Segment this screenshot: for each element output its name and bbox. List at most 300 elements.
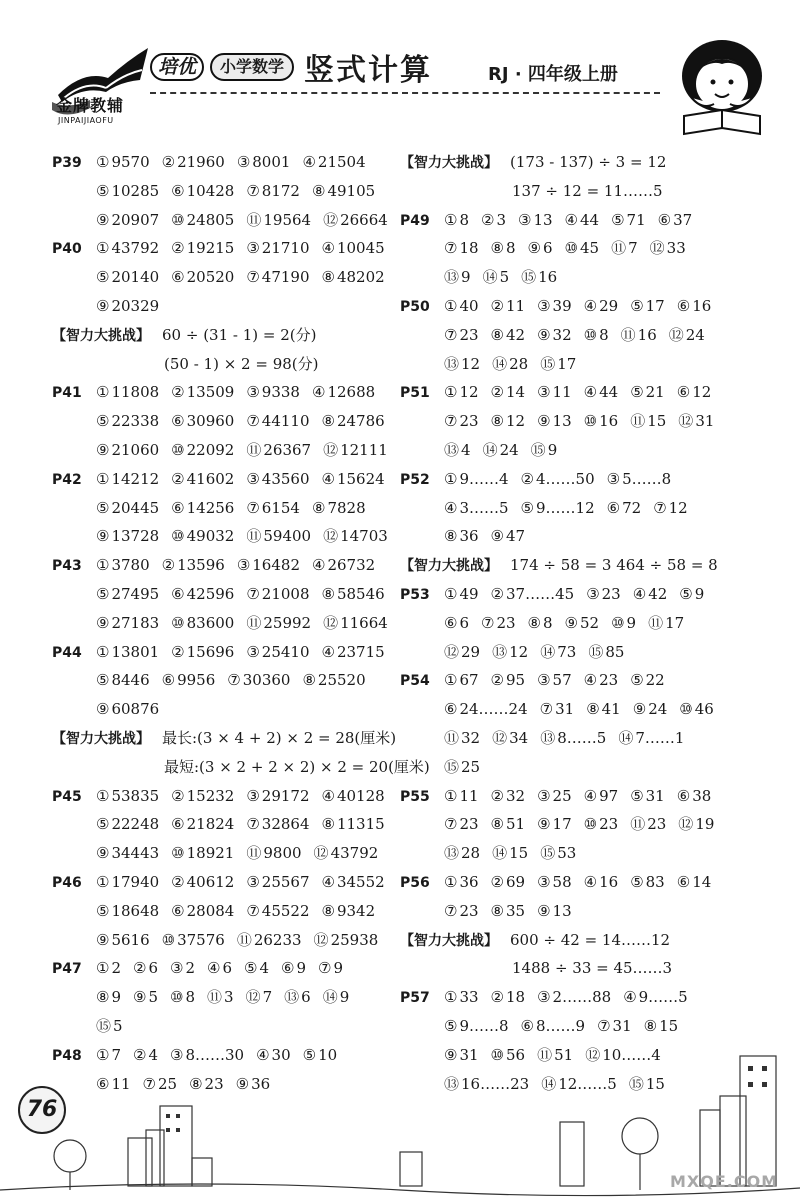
answer-value: 58546 — [336, 584, 385, 603]
header-divider — [150, 92, 660, 94]
answer-item — [171, 239, 234, 257]
answer-item — [444, 1017, 509, 1035]
question-number: ⑥ — [171, 412, 185, 431]
answer-value: 2 — [111, 959, 121, 978]
answer-value: 17 — [557, 354, 577, 373]
answer-line — [400, 350, 780, 379]
question-number: ⑧ — [311, 498, 326, 517]
answer-item — [621, 326, 657, 344]
answer-value: 13801 — [111, 642, 160, 661]
answer-value: 9……8 — [459, 1016, 509, 1035]
grade-label: RJ · 四年级上册 — [488, 64, 618, 85]
page-label: P49 — [400, 212, 430, 229]
question-number: ⑧ — [586, 700, 600, 719]
question-number: ② — [133, 1045, 147, 1064]
answer-item — [677, 383, 712, 401]
question-number: ① — [96, 153, 110, 171]
question-number: ⑦ — [142, 1074, 156, 1093]
answer-item — [96, 671, 150, 689]
answer-value: 6 — [301, 988, 311, 1007]
answer-value: 45 — [580, 239, 600, 258]
answer-value: 31 — [459, 1045, 479, 1064]
answer-value: 6 — [148, 959, 158, 978]
answer-line — [52, 1012, 397, 1041]
answer-item — [246, 585, 309, 603]
question-number: ⑧ — [444, 527, 458, 546]
question-number: ⑤ — [444, 1016, 458, 1035]
answer-value: 44110 — [261, 412, 310, 431]
question-number: ① — [96, 383, 110, 402]
answer-item — [322, 412, 385, 430]
answer-value: 3 — [496, 210, 506, 229]
question-number: ⑪ — [630, 412, 646, 431]
question-number: ⑨ — [133, 988, 147, 1007]
question-number: ⑤ — [630, 296, 644, 315]
answer-value: 47 — [506, 527, 526, 546]
answer-value: 42 — [506, 325, 526, 344]
question-number: ② — [490, 872, 504, 891]
answer-value: 85 — [605, 642, 625, 661]
answer-value: 24 — [648, 700, 668, 719]
answer-item — [492, 729, 528, 747]
answer-item — [322, 902, 376, 920]
answer-line — [52, 609, 397, 638]
answer-item — [584, 412, 619, 430]
answer-value: 43792 — [330, 844, 379, 863]
answer-line — [400, 206, 780, 235]
answer-line — [52, 954, 397, 983]
answer-value: 15 — [645, 1074, 665, 1093]
answer-item — [537, 326, 572, 344]
challenge-line — [52, 724, 397, 753]
answer-item — [171, 643, 234, 661]
answer-item — [653, 499, 688, 517]
answer-value: 24805 — [186, 210, 235, 229]
answer-value: 37 — [673, 210, 693, 229]
answer-value: 12 — [506, 412, 526, 431]
answer-value: 33 — [459, 988, 479, 1007]
answer-line — [400, 292, 780, 321]
answer-value: 7 — [628, 239, 638, 258]
answer-item — [491, 239, 516, 257]
answer-item — [312, 499, 366, 517]
answer-item — [611, 614, 636, 632]
answer-item — [483, 268, 510, 286]
answer-line — [400, 494, 780, 523]
answer-value: 60876 — [111, 700, 160, 719]
answer-item — [491, 297, 526, 315]
answer-item — [171, 383, 234, 401]
answer-value: 9 — [296, 959, 306, 978]
answer-item — [312, 182, 375, 200]
answer-item — [322, 815, 385, 833]
question-number: ⑧ — [189, 1074, 203, 1093]
answer-value: 6 — [543, 239, 553, 258]
answer-value: 16 — [599, 412, 619, 431]
answer-item — [444, 383, 479, 401]
page-label: P46 — [52, 874, 82, 891]
question-number: ③ — [518, 210, 532, 229]
answer-value: 18 — [459, 239, 479, 258]
answer-item — [96, 441, 159, 459]
question-number: ⑩ — [564, 239, 578, 258]
page-label: P47 — [52, 961, 82, 978]
answer-value: 49105 — [327, 181, 376, 200]
answer-item — [623, 988, 688, 1006]
answer-value: 56 — [506, 1045, 526, 1064]
answer-value: 12……5 — [558, 1074, 617, 1093]
question-number: ⑫ — [444, 642, 460, 661]
answer-value: 53 — [557, 844, 577, 863]
answer-value: 5 — [148, 988, 158, 1007]
answer-value: 31 — [695, 412, 715, 431]
answer-item — [96, 931, 150, 949]
answer-item — [322, 239, 385, 257]
answer-value: 10285 — [111, 181, 160, 200]
answer-item — [96, 153, 150, 171]
answer-value: 57 — [552, 671, 572, 690]
answer-item — [444, 297, 479, 315]
answer-item — [537, 988, 611, 1006]
answer-value: 3780 — [111, 556, 150, 575]
answer-item — [586, 700, 621, 718]
question-number: ⑦ — [444, 901, 458, 920]
page-label: P57 — [400, 990, 430, 1007]
answer-value: 25 — [158, 1074, 178, 1093]
page-label: P54 — [400, 673, 430, 690]
answer-item — [312, 383, 375, 401]
answer-item — [678, 815, 714, 833]
question-number: ① — [444, 383, 458, 402]
question-number: ⑨ — [96, 844, 110, 863]
question-number: ② — [161, 153, 176, 171]
answer-item — [537, 815, 572, 833]
challenge-label: 【智力大挑战】 — [52, 327, 150, 344]
answer-value: 46 — [694, 700, 714, 719]
answer-value: 51 — [506, 815, 526, 834]
question-number: ③ — [606, 469, 621, 488]
answer-value: 13 — [533, 210, 553, 229]
question-number: ① — [444, 210, 458, 229]
answer-value: 21960 — [177, 153, 225, 171]
answer-item — [444, 585, 479, 603]
answer-item — [170, 988, 195, 1006]
answer-value: 31 — [645, 786, 665, 805]
answer-value: 12 — [668, 498, 688, 517]
question-number: ⑦ — [246, 181, 260, 200]
answer-value: 40128 — [336, 786, 385, 805]
question-number: ⑧ — [490, 239, 504, 258]
answer-value: 21 — [645, 383, 665, 402]
answer-value: 5 — [499, 268, 510, 287]
answer-item — [237, 931, 302, 949]
question-number: ⑦ — [539, 700, 554, 719]
question-number: ⑤ — [630, 786, 644, 805]
answer-value: 11808 — [111, 383, 160, 402]
question-number: ⑪ — [620, 325, 636, 344]
question-number: ⑩ — [171, 527, 185, 546]
answer-value: 33 — [666, 239, 686, 258]
answer-item — [246, 787, 309, 805]
answer-item — [323, 527, 388, 545]
question-number: ⑦ — [444, 239, 458, 258]
answer-value: 28084 — [186, 901, 235, 920]
question-number: ⑬ — [284, 988, 300, 1007]
answer-value: 17 — [665, 613, 685, 632]
question-number: ⑥ — [281, 959, 295, 978]
question-number: ⑬ — [444, 268, 460, 287]
answer-item — [540, 643, 576, 661]
answer-value: 20445 — [111, 498, 160, 517]
question-number: ⑦ — [246, 815, 260, 834]
answer-item — [492, 844, 528, 862]
page-label: P56 — [400, 874, 430, 891]
answer-line — [400, 522, 780, 551]
page-number: 76 — [18, 1086, 66, 1134]
answer-value: 7……1 — [635, 728, 685, 747]
answer-item — [96, 383, 159, 401]
answer-item — [323, 988, 350, 1006]
answer-item — [537, 671, 572, 689]
challenge-equation: 1488 ÷ 33 = 45……3 — [512, 959, 673, 978]
answer-value: 8172 — [261, 181, 300, 200]
challenge-label: 【智力大挑战】 — [400, 155, 498, 171]
answer-item — [171, 815, 234, 833]
answer-item — [677, 787, 712, 805]
answer-value: 7828 — [327, 498, 366, 517]
answer-value: 21824 — [186, 815, 235, 834]
answer-value: 8 — [459, 210, 469, 229]
answer-line — [52, 810, 397, 839]
answer-value: 9338 — [261, 383, 300, 402]
question-number: ③ — [246, 642, 260, 661]
answer-item — [677, 297, 712, 315]
answer-line — [52, 868, 397, 897]
question-number: ③ — [537, 671, 551, 690]
answer-value: 3……5 — [459, 498, 509, 517]
answer-line — [400, 234, 780, 263]
answer-item — [611, 239, 638, 257]
answer-item — [171, 268, 234, 286]
answer-value: 38 — [692, 786, 712, 805]
answer-value: 23715 — [336, 642, 385, 661]
question-number: ⑥ — [657, 210, 672, 229]
question-number: ④ — [321, 239, 335, 258]
answer-value: 11 — [506, 296, 526, 315]
answer-item — [584, 873, 619, 891]
answer-item — [246, 441, 311, 459]
answer-value: 18921 — [186, 844, 235, 863]
answer-line — [400, 983, 780, 1012]
answer-value: 15 — [659, 1016, 679, 1035]
answer-value: 48202 — [336, 268, 385, 287]
answer-item — [537, 412, 572, 430]
question-number: ⑪ — [611, 239, 627, 258]
question-number: ② — [171, 469, 185, 488]
question-number: ③ — [537, 988, 551, 1007]
answer-item — [322, 268, 385, 286]
answer-line — [400, 724, 780, 753]
answer-item — [607, 470, 672, 488]
answer-value: 3 — [224, 988, 234, 1007]
question-number: ② — [133, 959, 147, 978]
challenge-equation: (173 - 137) ÷ 3 = 12 — [510, 153, 667, 171]
question-number: ⑦ — [246, 901, 260, 920]
question-number: ⑮ — [628, 1074, 644, 1093]
answer-item — [322, 470, 385, 488]
answer-line — [52, 983, 397, 1012]
question-number: ⑭ — [540, 642, 556, 661]
question-number: ⑤ — [96, 181, 110, 200]
question-number: ⑪ — [246, 527, 262, 546]
question-number: ⑫ — [678, 815, 694, 834]
answer-value: 29 — [461, 642, 481, 661]
question-number: ④ — [321, 642, 335, 661]
answer-item — [444, 211, 469, 229]
answer-value: 28 — [461, 844, 481, 863]
question-number: ⑨ — [537, 901, 551, 920]
challenge-equation: 60 ÷ (31 - 1) = 2(分) — [162, 325, 317, 344]
challenge-label: 【智力大挑战】 — [52, 730, 150, 747]
answer-line — [52, 234, 397, 263]
question-number: ⑭ — [541, 1074, 557, 1093]
answer-value: 12 — [692, 383, 712, 402]
answer-item — [481, 614, 516, 632]
answer-item — [96, 239, 159, 257]
answer-value: 23 — [204, 1074, 224, 1093]
question-number: ⑪ — [246, 440, 262, 459]
question-number: ④ — [564, 210, 578, 229]
question-number: ② — [490, 786, 504, 805]
answer-item — [444, 527, 479, 545]
page-label: P41 — [52, 385, 82, 402]
question-number: ⑩ — [583, 325, 598, 344]
answer-value: 67 — [459, 671, 479, 690]
answer-value: 24 — [685, 325, 705, 344]
question-number: ③ — [246, 872, 260, 891]
answer-item — [237, 556, 300, 574]
answer-item — [492, 643, 528, 661]
question-number: ⑦ — [444, 815, 458, 834]
question-number: ⑤ — [520, 498, 534, 517]
answer-line — [52, 551, 397, 580]
answer-item — [444, 470, 509, 488]
answer-line — [400, 609, 780, 638]
question-number: ② — [171, 642, 185, 661]
answer-item — [444, 441, 471, 459]
answer-value: 18 — [506, 988, 526, 1007]
answer-value: 4 — [461, 440, 471, 459]
page-header — [0, 0, 800, 140]
question-number: ③ — [537, 786, 551, 805]
answer-value: 42 — [648, 584, 668, 603]
answer-value: 24 — [499, 440, 519, 459]
answer-value: 12 — [461, 354, 481, 373]
question-number: ⑥ — [96, 1074, 110, 1093]
answer-value: 27495 — [111, 584, 160, 603]
answer-item — [492, 355, 528, 373]
question-number: ④ — [583, 872, 598, 891]
challenge-line — [52, 350, 397, 379]
answer-item — [630, 671, 665, 689]
question-number: ⑨ — [537, 815, 551, 834]
answer-value: 23 — [496, 613, 516, 632]
answer-line — [52, 580, 397, 609]
answer-value: 16……23 — [461, 1074, 530, 1093]
answer-value: 14212 — [111, 469, 160, 488]
page-label: P52 — [400, 471, 430, 488]
answer-item — [302, 671, 365, 689]
answer-value: 15 — [647, 412, 667, 431]
answer-value: 22248 — [111, 815, 160, 834]
question-number: ③ — [537, 383, 551, 402]
series-subject: 小学数学 — [210, 53, 294, 81]
answer-item — [96, 470, 159, 488]
page-label: P40 — [52, 241, 82, 258]
question-number: ④ — [321, 469, 335, 488]
question-number: ⑨ — [96, 613, 110, 632]
question-number: ③ — [246, 469, 260, 488]
answer-item — [630, 787, 665, 805]
question-number: ⑬ — [444, 1074, 460, 1093]
question-number: ⑩ — [583, 412, 598, 431]
answer-item — [171, 470, 234, 488]
question-number: ⑨ — [96, 296, 110, 315]
answer-item — [444, 671, 479, 689]
question-number: ⑤ — [302, 1045, 317, 1064]
answer-item — [679, 700, 714, 718]
answer-item — [96, 844, 159, 862]
question-number: ③ — [236, 556, 251, 575]
question-number: ⑪ — [236, 930, 252, 949]
answer-value: 12 — [509, 642, 529, 661]
answer-value: 7 — [262, 988, 273, 1007]
question-number: ④ — [632, 584, 647, 603]
question-number: ⑥ — [676, 786, 691, 805]
question-number: ① — [444, 786, 458, 805]
challenge-line — [52, 753, 430, 782]
answer-item — [648, 614, 684, 632]
answer-value: 8 — [506, 239, 516, 258]
question-number: ⑫ — [668, 325, 684, 344]
answer-value: 43792 — [111, 239, 160, 258]
answer-item — [171, 787, 234, 805]
answer-item — [96, 527, 159, 545]
question-number: ⑩ — [170, 988, 184, 1007]
answer-item — [521, 470, 595, 488]
answer-item — [171, 211, 234, 229]
question-number: ⑨ — [96, 440, 110, 459]
answer-value: 25 — [461, 757, 481, 776]
question-number: ② — [490, 584, 504, 603]
answer-item — [678, 412, 714, 430]
answer-value: 24786 — [336, 412, 385, 431]
answer-line — [400, 1012, 780, 1041]
question-number: ⑨ — [96, 210, 110, 229]
question-number: ⑪ — [246, 210, 262, 229]
question-number: ② — [490, 988, 504, 1007]
answer-line — [52, 666, 397, 695]
question-number: ⑧ — [643, 1016, 658, 1035]
answer-item — [96, 211, 159, 229]
answer-item — [246, 873, 309, 891]
answer-item — [584, 787, 619, 805]
answer-value: 35 — [506, 901, 526, 920]
answer-item — [491, 671, 526, 689]
answer-item — [444, 700, 528, 718]
answer-value: 16482 — [252, 556, 300, 575]
challenge-equation: 137 ÷ 12 = 11……5 — [512, 181, 663, 200]
